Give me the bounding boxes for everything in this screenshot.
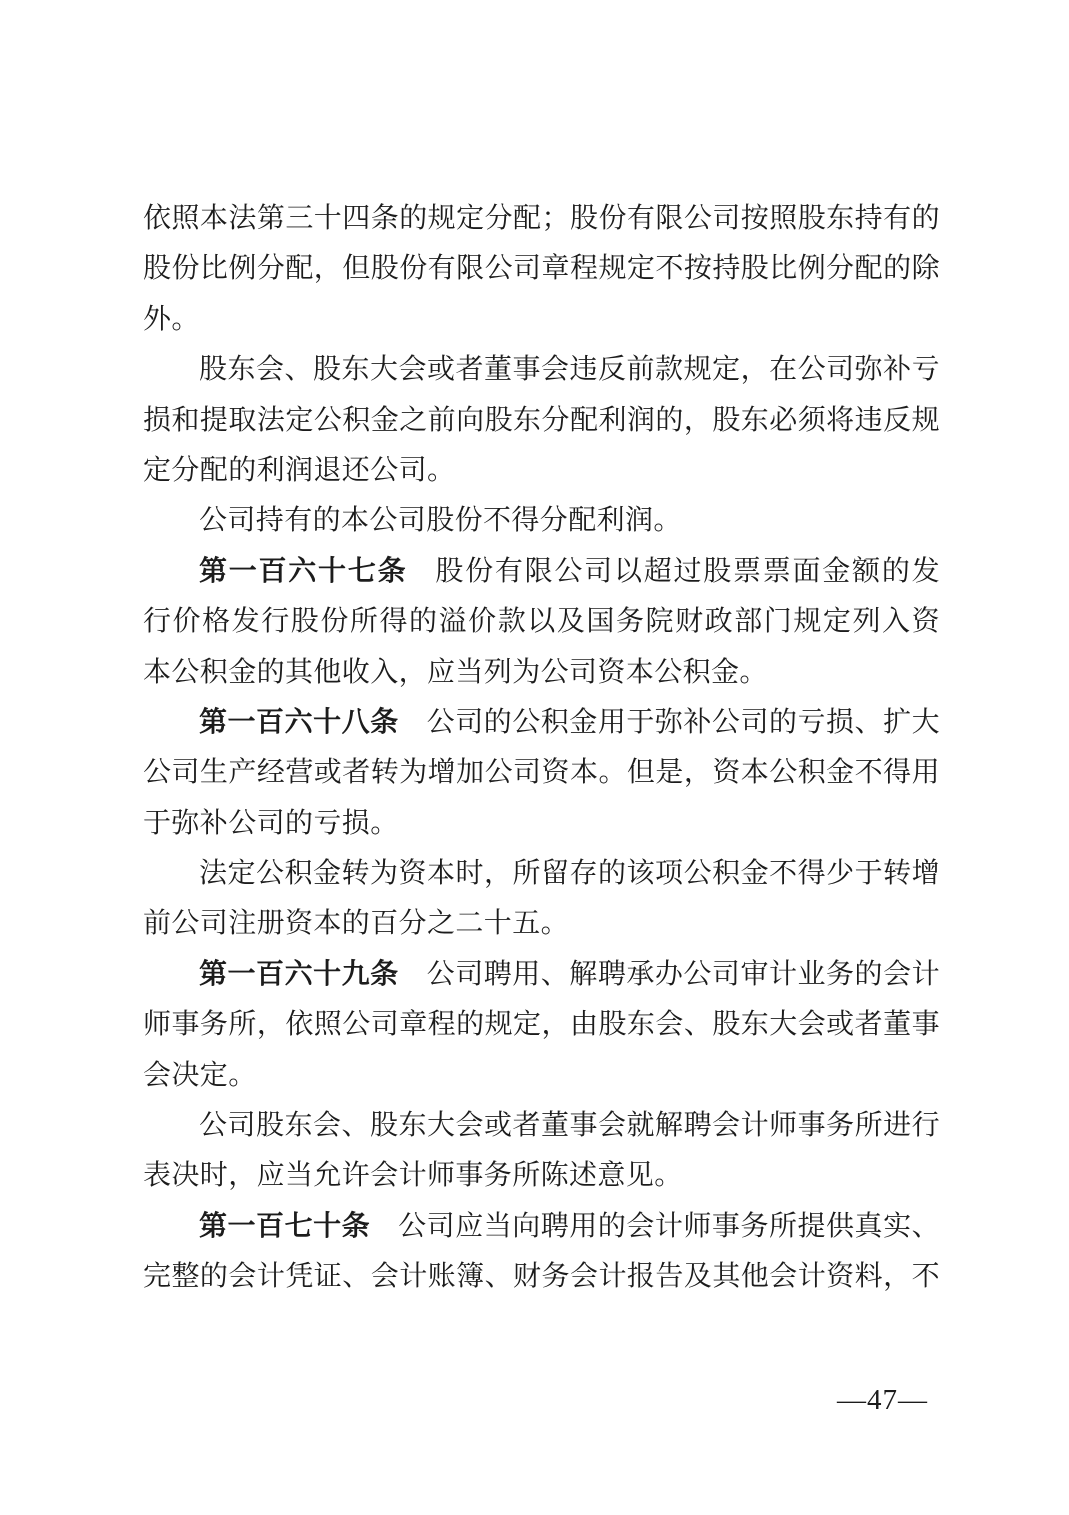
line-text: 公司持有的本公司股份不得分配利润。 [199,505,682,537]
line-text: 公司聘用、解聘承办公司审计业务的会计 [426,958,940,990]
line-text: 公司应当向聘用的会计师事务所提供真实、 [398,1210,940,1242]
text-line [143,899,940,949]
line-text: 股份有限公司以超过股票票面金额的发 [435,555,940,587]
line-text: 会决定。 [143,1059,257,1091]
text-line [143,345,940,395]
text-line [143,597,940,647]
article-number: 第一百六十八条 [199,706,399,738]
page-number: —47— [837,1384,928,1416]
line-text: 股份比例分配，但股份有限公司章程规定不按持股比例分配的除 [143,253,940,285]
line-text: 于弥补公司的亏损。 [143,807,399,839]
text-line [143,849,940,899]
line-text: 法定公积金转为资本时，所留存的该项公积金不得少于转增 [199,858,940,890]
article-number: 第一百六十七条 [199,555,408,587]
text-line [143,547,940,597]
line-text: 定分配的利润退还公司。 [143,454,456,486]
text-line [143,748,940,798]
line-text: 本公积金的其他收入，应当列为公司资本公积金。 [143,656,768,688]
line-text: 损和提取法定公积金之前向股东分配利润的，股东必须将违反规 [143,404,940,436]
text-line [143,1051,940,1101]
text-line [143,950,940,1000]
text-line [143,295,940,345]
line-text: 公司生产经营或者转为增加公司资本。但是，资本公积金不得用 [143,757,940,789]
text-line [143,396,940,446]
text-line [143,446,940,496]
text-line [143,1252,940,1302]
text-line [143,244,940,294]
text-line [143,799,940,849]
article-number: 第一百六十九条 [199,958,399,990]
body-text [143,194,940,1303]
text-line [143,1202,940,1252]
line-text: 公司的公积金用于弥补公司的亏损、扩大 [426,706,940,738]
text-line [143,194,940,244]
line-text: 行价格发行股份所得的溢价款以及国务院财政部门规定列入资 [143,606,940,638]
text-line [143,496,940,546]
text-line [143,1000,940,1050]
text-line [143,1101,940,1151]
line-text: 前公司注册资本的百分之二十五。 [143,908,570,940]
line-text: 完整的会计凭证、会计账簿、财务会计报告及其他会计资料，不 [143,1261,940,1293]
text-line [143,648,940,698]
line-text: 依照本法第三十四条的规定分配；股份有限公司按照股东持有的 [143,203,940,234]
line-text: 股东会、股东大会或者董事会违反前款规定，在公司弥补亏 [199,354,940,386]
line-text: 外。 [143,303,200,335]
line-text: 表决时，应当允许会计师事务所陈述意见。 [143,1160,683,1192]
line-text: 师事务所，依照公司章程的规定，由股东会、股东大会或者董事 [143,1009,940,1041]
article-number: 第一百七十条 [199,1210,371,1242]
text-line [143,1151,940,1201]
line-text: 公司股东会、股东大会或者董事会就解聘会计师事务所进行 [199,1110,940,1142]
text-line [143,698,940,748]
